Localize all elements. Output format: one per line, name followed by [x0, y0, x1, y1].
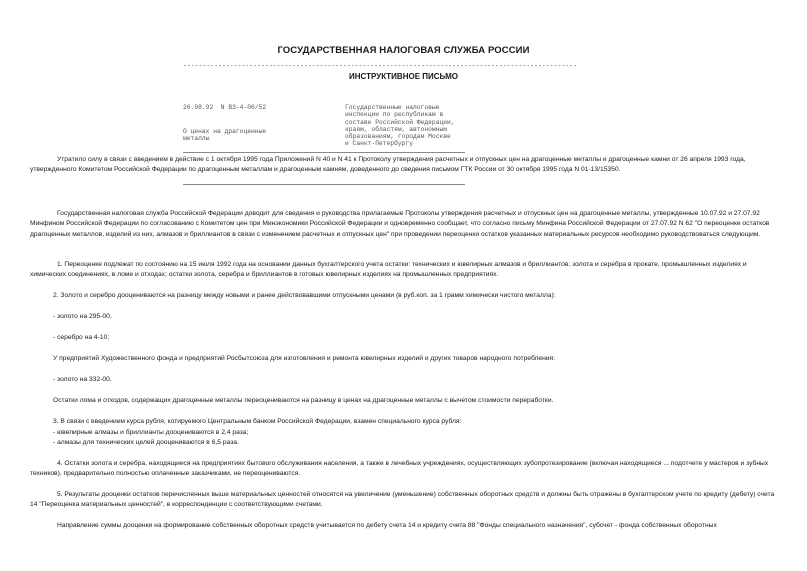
addressee-block: [345, 104, 455, 148]
list-item: - золото на 332-00.: [53, 376, 112, 383]
addressee-line: Государственные налоговые: [345, 104, 440, 111]
list-item: - ювелирные алмазы и бриллианты дооцениваются в 2,4 раза;: [53, 428, 249, 436]
paragraph-3: 3. В связи с введением курса рубля, котируемого Центральным банком Российской Федерации, взамен специального курса рубля:: [53, 418, 462, 425]
paragraph-artfund: У предприятий Художественного фонда и предприятий Росбытсоюза для изготовления и ремонта ювелирных изделий и других товаров народного потребления:: [53, 355, 556, 362]
addressee-line: образованиям, городам Москве: [345, 133, 451, 141]
subject-line-1: О ценах на драгоценные: [183, 128, 267, 135]
addressee-line: инспекции по республикам в: [345, 111, 444, 119]
subject-line-2: металлы: [183, 135, 210, 143]
document-type: ИНСТРУКТИВНОЕ ПИСЬМО: [349, 72, 458, 81]
paragraph-5: 5. Результаты дооценки остатков перечисленных выше материальных ценностей относятся на увеличение (уменьшение) собственных оборотных средств и должны быть отражены в бухгалтерском учете по кредиту (дебету) счета 14 "Переоценка материальных ценностей", в корреспонденции с соответствующими счетами.: [30, 491, 775, 509]
paragraph-allocation: Направление суммы дооценки на формирование собственных оборотных средств учитывается по дебету счета 14 и кредиту счета 88 "Фонды специального назначения", субсчет - фонда собственных оборотных: [57, 522, 717, 529]
repeal-notice: Утратило силу в связи с введением в действие с 1 октября 1995 года Приложений N 40 и N 41 к Протоколу утверждения расчетных и отпускных цен на драгоценные металлы и драгоценные камни от 26 апреля 1993 года, утвержденного Комитетом Российской Федерации по драгоценным металлам и драгоценным камням, доведенного до сведения письмом ГТК России от 30 октября 1995 года N 01-13/15350.: [30, 156, 746, 174]
list-item: - золото на 295-00,: [53, 313, 112, 320]
date-number: 26.08.92 N ВЗ-4-06/52: [183, 104, 267, 111]
list-item: - серебро на 4-10;: [53, 334, 110, 341]
dashed-separator: -----------------------------------------------------------------------------------------------------: [183, 62, 577, 69]
paragraph-scrap: Остатки лома и отходов, содержащих драгоценные металлы переоцениваются на разницу в ценах на драгоценные металлы с вычетом стоимости переработки.: [53, 397, 554, 404]
paragraph-4: 4. Остатки золота и серебра, находящиеся на предприятиях бытового обслуживания населения, а также в лечебных учреждениях, осуществляющих зубопротезирование (включая находящиеся ... подотчете у мастеров и зубных техников), предварительно полностью оплаченные заказчиками, не переоцениваются.: [30, 460, 769, 478]
paragraph-intro: Государственная налоговая служба Российской Федерации доводит для сведения и руководства прилагаемые Протоколы утверждения расчетных и отпускных цен на драгоценные металлы, утвержденные 10.07.92 и 27.07.92 Минфином Российской Федерации по согласованию с Комитетом цен при Минэкономики Российской Федерации и одновременно сообщает, что согласно письму Минфина Российской Федерации от 27.07.92 N 62 "О переоценке остатков драгоценных металлов, изделий из них, алмазов и бриллиантов в связи с изменением расчетных и отпускных цен" при проведении переоценки остатков указанных материальных ресурсов необходимо руководствоваться следующим.: [30, 210, 770, 238]
paragraph-2: 2. Золото и серебро дооцениваются на разницу между новыми и ранее действовавшими отпускными ценами (в руб.коп. за 1 грамм химически чистого металла):: [53, 292, 556, 299]
paragraph-1: 1. Переоценке подлежат по состоянию на 15 июля 1992 года на основании данных бухгалтерского учета остатки: технических и ювелирных алмазов и бриллиантов; золота и серебра в прокате, промышленных изделиях и химических соединениях, в ломе и отходах; остатки золота, серебра и бриллиантов в готовых ювелирных изделиях на промышленных предприятиях.: [30, 261, 747, 279]
horizontal-rule: [183, 152, 465, 153]
addressee-line: и Санкт-Петербургу: [345, 140, 414, 148]
list-item: - алмазы для технических целей дооцениваются в 6,5 раза.: [53, 439, 239, 446]
addressee-line: составе Российской Федерации,: [345, 118, 455, 126]
horizontal-rule: [183, 184, 465, 185]
document-title: ГОСУДАРСТВЕННАЯ НАЛОГОВАЯ СЛУЖБА РОССИИ: [277, 45, 530, 56]
addressee-line: краям, областям, автономным: [345, 125, 448, 133]
